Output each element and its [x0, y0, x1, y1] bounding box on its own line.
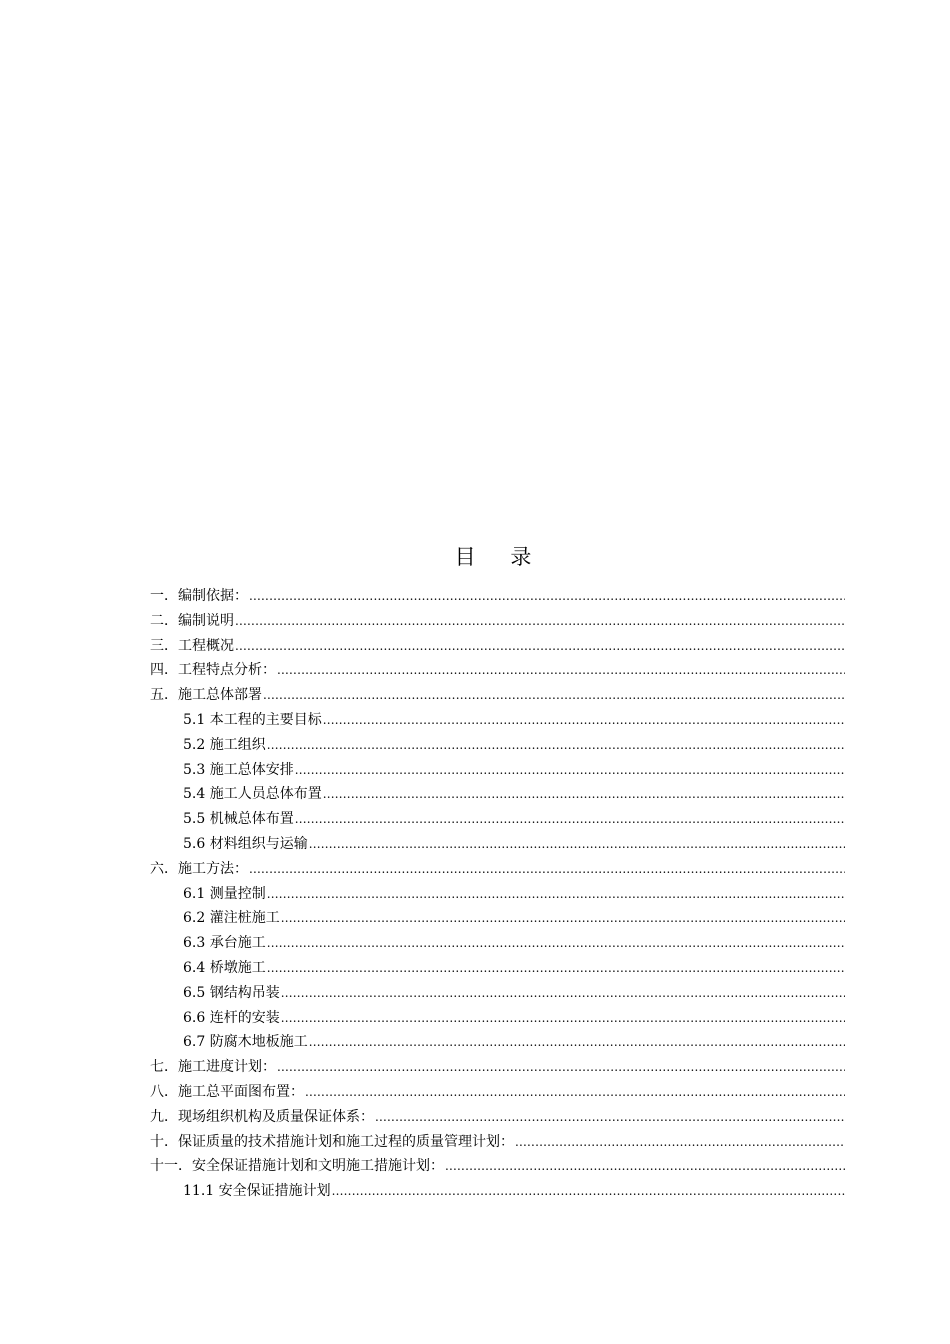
toc-entry[interactable] — [150, 906, 845, 931]
toc-dot-leader — [445, 1154, 845, 1179]
toc-entry[interactable] — [150, 981, 845, 1006]
toc-entry-text: 6.6 连杆的安装 — [183, 1009, 280, 1026]
toc-dot-leader — [267, 733, 845, 758]
toc-list — [150, 584, 845, 1204]
toc-entry-text: 6.4 桥墩施工 — [183, 959, 266, 976]
toc-entry-text: 七．施工进度计划： — [150, 1059, 276, 1076]
toc-title: 目 录 — [454, 545, 546, 569]
toc-entry[interactable] — [150, 807, 845, 832]
toc-entry-text: 八．施工总平面图布置： — [150, 1083, 304, 1100]
toc-dot-leader — [281, 906, 845, 931]
toc-entry[interactable] — [150, 882, 845, 907]
toc-entry-text: 十一．安全保证措施计划和文明施工措施计划： — [150, 1158, 444, 1175]
toc-entry-text: 5.1 本工程的主要目标 — [183, 711, 322, 728]
toc-dot-leader — [267, 882, 845, 907]
toc-entry-text: 十．保证质量的技术措施计划和施工过程的质量管理计划： — [150, 1133, 514, 1150]
toc-entry[interactable] — [150, 832, 845, 857]
toc-dot-leader — [249, 584, 845, 609]
toc-dot-leader — [277, 658, 845, 683]
toc-entry-text: 5.2 施工组织 — [183, 736, 266, 753]
toc-entry[interactable] — [150, 1130, 845, 1155]
toc-dot-leader — [281, 1006, 845, 1031]
toc-dot-leader — [235, 634, 845, 659]
toc-dot-leader — [263, 683, 845, 708]
toc-dot-leader — [281, 981, 845, 1006]
toc-dot-leader — [332, 1179, 845, 1204]
toc-dot-leader — [235, 609, 845, 634]
toc-dot-leader — [277, 1055, 845, 1080]
toc-entry[interactable] — [150, 683, 845, 708]
toc-entry[interactable] — [150, 956, 845, 981]
toc-entry[interactable] — [150, 758, 845, 783]
toc-entry-text: 六．施工方法： — [150, 860, 248, 877]
toc-dot-leader — [309, 832, 845, 857]
toc-entry[interactable] — [150, 1105, 845, 1130]
toc-entry[interactable] — [150, 609, 845, 634]
toc-entry-text: 6.5 钢结构吊装 — [183, 984, 280, 1001]
toc-dot-leader — [295, 807, 845, 832]
toc-dot-leader — [515, 1130, 845, 1155]
toc-entry-text: 九．现场组织机构及质量保证体系： — [150, 1108, 374, 1125]
toc-dot-leader — [305, 1080, 845, 1105]
toc-entry-text: 6.7 防腐木地板施工 — [183, 1034, 308, 1051]
toc-dot-leader — [295, 758, 845, 783]
toc-entry[interactable] — [150, 1080, 845, 1105]
toc-entry[interactable] — [150, 782, 845, 807]
toc-entry-text: 5.3 施工总体安排 — [183, 761, 294, 778]
toc-entry-text: 5.5 机械总体布置 — [183, 811, 294, 828]
toc-entry[interactable] — [150, 1179, 845, 1204]
toc-dot-leader — [249, 857, 845, 882]
toc-entry-text: 5.6 材料组织与运输 — [183, 835, 308, 852]
toc-dot-leader — [267, 956, 845, 981]
toc-entry-text: 6.3 承台施工 — [183, 935, 266, 952]
toc-dot-leader — [323, 782, 845, 807]
toc-entry[interactable] — [150, 857, 845, 882]
toc-entry-text: 二．编制说明 — [150, 612, 234, 629]
toc-entry[interactable] — [150, 733, 845, 758]
toc-entry-text: 五．施工总体部署 — [150, 687, 262, 704]
toc-entry-text: 6.1 测量控制 — [183, 885, 266, 902]
toc-dot-leader — [309, 1030, 845, 1055]
toc-entry[interactable] — [150, 708, 845, 733]
toc-entry[interactable] — [150, 1030, 845, 1055]
toc-entry-text: 一．编制依据： — [150, 588, 248, 604]
toc-entry-text: 11.1 安全保证措施计划 — [183, 1183, 331, 1200]
toc-entry-text: 6.2 灌注桩施工 — [183, 910, 280, 927]
toc-entry[interactable] — [150, 584, 845, 609]
toc-dot-leader — [375, 1105, 845, 1130]
toc-entry-text: 三．工程概况 — [150, 637, 234, 654]
toc-entry-text: 四．工程特点分析： — [150, 662, 276, 679]
toc-entry[interactable] — [150, 634, 845, 659]
toc-dot-leader — [267, 931, 845, 956]
toc-entry[interactable] — [150, 1154, 845, 1179]
toc-entry[interactable] — [150, 1055, 845, 1080]
toc-dot-leader — [323, 708, 845, 733]
toc-entry[interactable] — [150, 1006, 845, 1031]
toc-entry[interactable] — [150, 931, 845, 956]
toc-entry[interactable] — [150, 658, 845, 683]
toc-entry-text: 5.4 施工人员总体布置 — [183, 786, 322, 803]
